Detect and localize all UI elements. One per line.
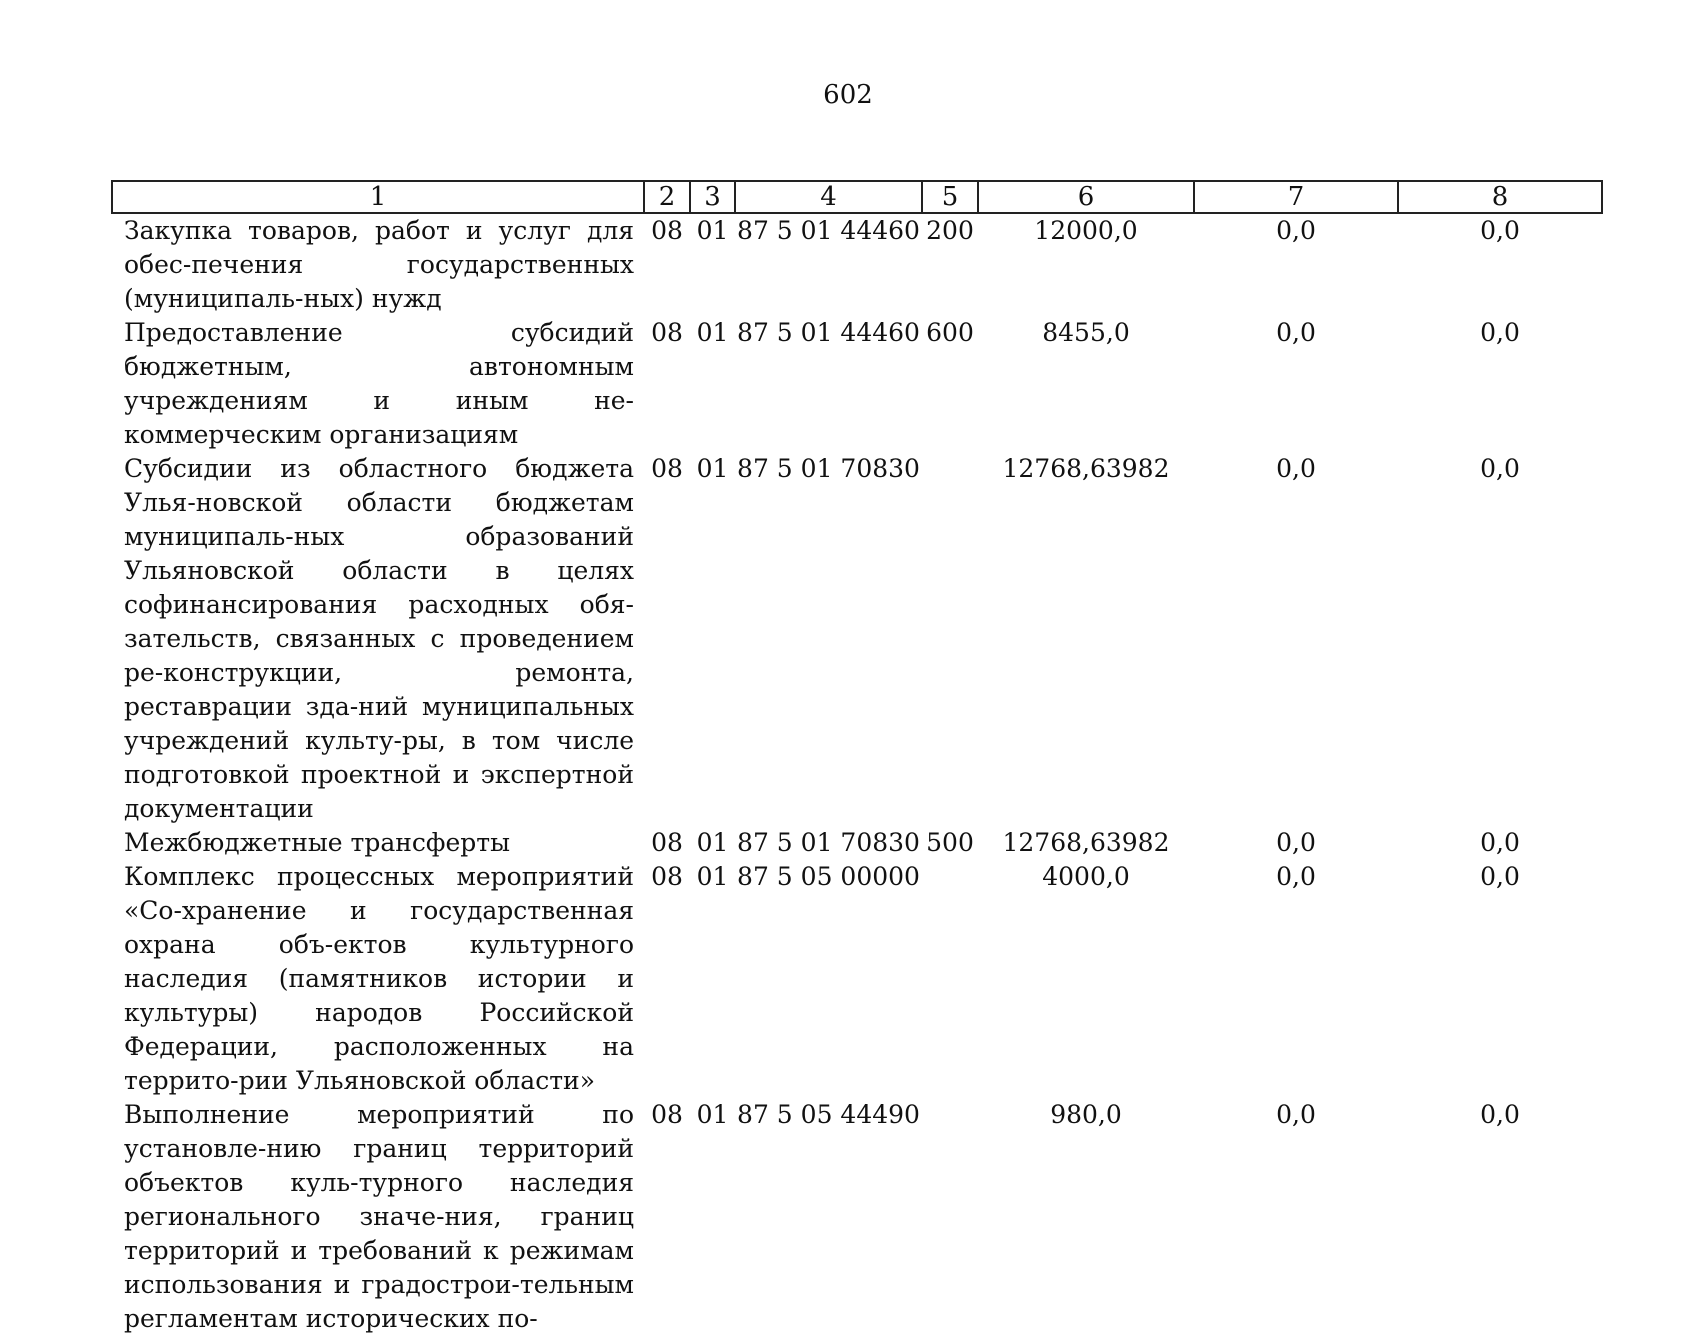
row-amount-col8: 0,0 [1480,454,1520,483]
row-amount-col6: 12768,63982 [1002,828,1170,857]
row-target-code: 87 5 01 70830 [737,828,920,857]
row-subsection: 01 [696,454,729,483]
table-body [112,213,1602,1336]
row-section: 08 [651,216,683,245]
header-col-1: 1 [112,181,644,213]
row-expense-type: 200 [926,216,974,245]
row-section: 08 [651,828,683,857]
row-subsection: 01 [696,216,729,245]
row-amount-col7: 0,0 [1276,454,1316,483]
row-amount-col7: 0,0 [1276,862,1316,891]
row-amount-col8: 0,0 [1480,828,1520,857]
row-amount-col8: 0,0 [1480,1100,1520,1129]
row-amount-col7: 0,0 [1276,318,1316,347]
row-amount-col6: 980,0 [1050,1100,1122,1129]
row-amount-col6: 8455,0 [1042,318,1130,347]
header-col-8: 8 [1398,181,1602,213]
row-amount-col8: 0,0 [1480,862,1520,891]
budget-table [111,180,1603,1336]
header-row [112,181,1602,213]
row-amount-col6: 12768,63982 [1002,454,1170,483]
table-row [112,213,1602,316]
budget-table-container [111,180,1601,1336]
table-header [112,181,1602,213]
row-amount-col7: 0,0 [1276,1100,1316,1129]
row-amount-col8: 0,0 [1480,216,1520,245]
table-row [112,860,1602,1098]
row-subsection: 01 [696,1100,729,1129]
row-target-code: 87 5 01 44460 [737,318,920,347]
row-expense-type: 600 [926,318,974,347]
row-subsection: 01 [696,318,729,347]
row-name: Закупка товаров, работ и услуг для обес-печения государственных (муниципаль-ных) нужд [124,216,634,313]
row-section: 08 [651,862,683,891]
header-col-7: 7 [1194,181,1398,213]
row-name: Субсидии из областного бюджета Улья-новской области бюджетам муниципаль-ных образований Ульяновской области в целях софинансирования расходных обя-зательств, связанных с проведением ре-конструкции, ремонта, реставрации зда-ний муниципальных учреждений культу-ры, в том числе подготовкой проектной и экспертной документации [124,454,634,823]
table-row [112,316,1602,452]
row-expense-type [922,860,978,1098]
header-col-3: 3 [690,181,735,213]
table-row [112,826,1602,860]
row-section: 08 [651,454,683,483]
row-amount-col7: 0,0 [1276,828,1316,857]
row-amount-col7: 0,0 [1276,216,1316,245]
row-amount-col6: 12000,0 [1034,216,1138,245]
row-section: 08 [651,318,683,347]
row-target-code: 87 5 01 44460 [737,216,920,245]
row-name: Предоставление субсидий бюджетным, автономным учреждениям и иным не-коммерческим организациям [124,318,634,449]
row-target-code: 87 5 05 44490 [737,1100,920,1129]
table-row [112,452,1602,826]
row-name: Межбюджетные трансферты [124,828,511,857]
row-amount-col6: 4000,0 [1042,862,1130,891]
row-section: 08 [651,1100,683,1129]
row-expense-type [922,452,978,826]
table-row [112,1098,1602,1336]
row-amount-col8: 0,0 [1480,318,1520,347]
header-col-4: 4 [735,181,922,213]
row-target-code: 87 5 05 00000 [737,862,920,891]
row-name: Комплекс процессных мероприятий «Со-хранение и государственная охрана объ-ектов культурного наследия (памятников истории и культуры) народов Российской Федерации, расположенных на террито-рии Ульяновской области» [124,862,634,1095]
row-expense-type: 500 [926,828,974,857]
row-expense-type [922,1098,978,1336]
row-subsection: 01 [696,862,729,891]
row-subsection: 01 [696,828,729,857]
header-col-5: 5 [922,181,978,213]
row-name: Выполнение мероприятий по установле-нию границ территорий объектов куль-турного наследия регионального значе-ния, границ территорий и требований к режимам использования и градострои-тельным регламентам исторических по- [124,1100,634,1333]
header-col-2: 2 [644,181,690,213]
page-number: 602 [823,80,873,110]
header-col-6: 6 [978,181,1194,213]
row-target-code: 87 5 01 70830 [737,454,920,483]
